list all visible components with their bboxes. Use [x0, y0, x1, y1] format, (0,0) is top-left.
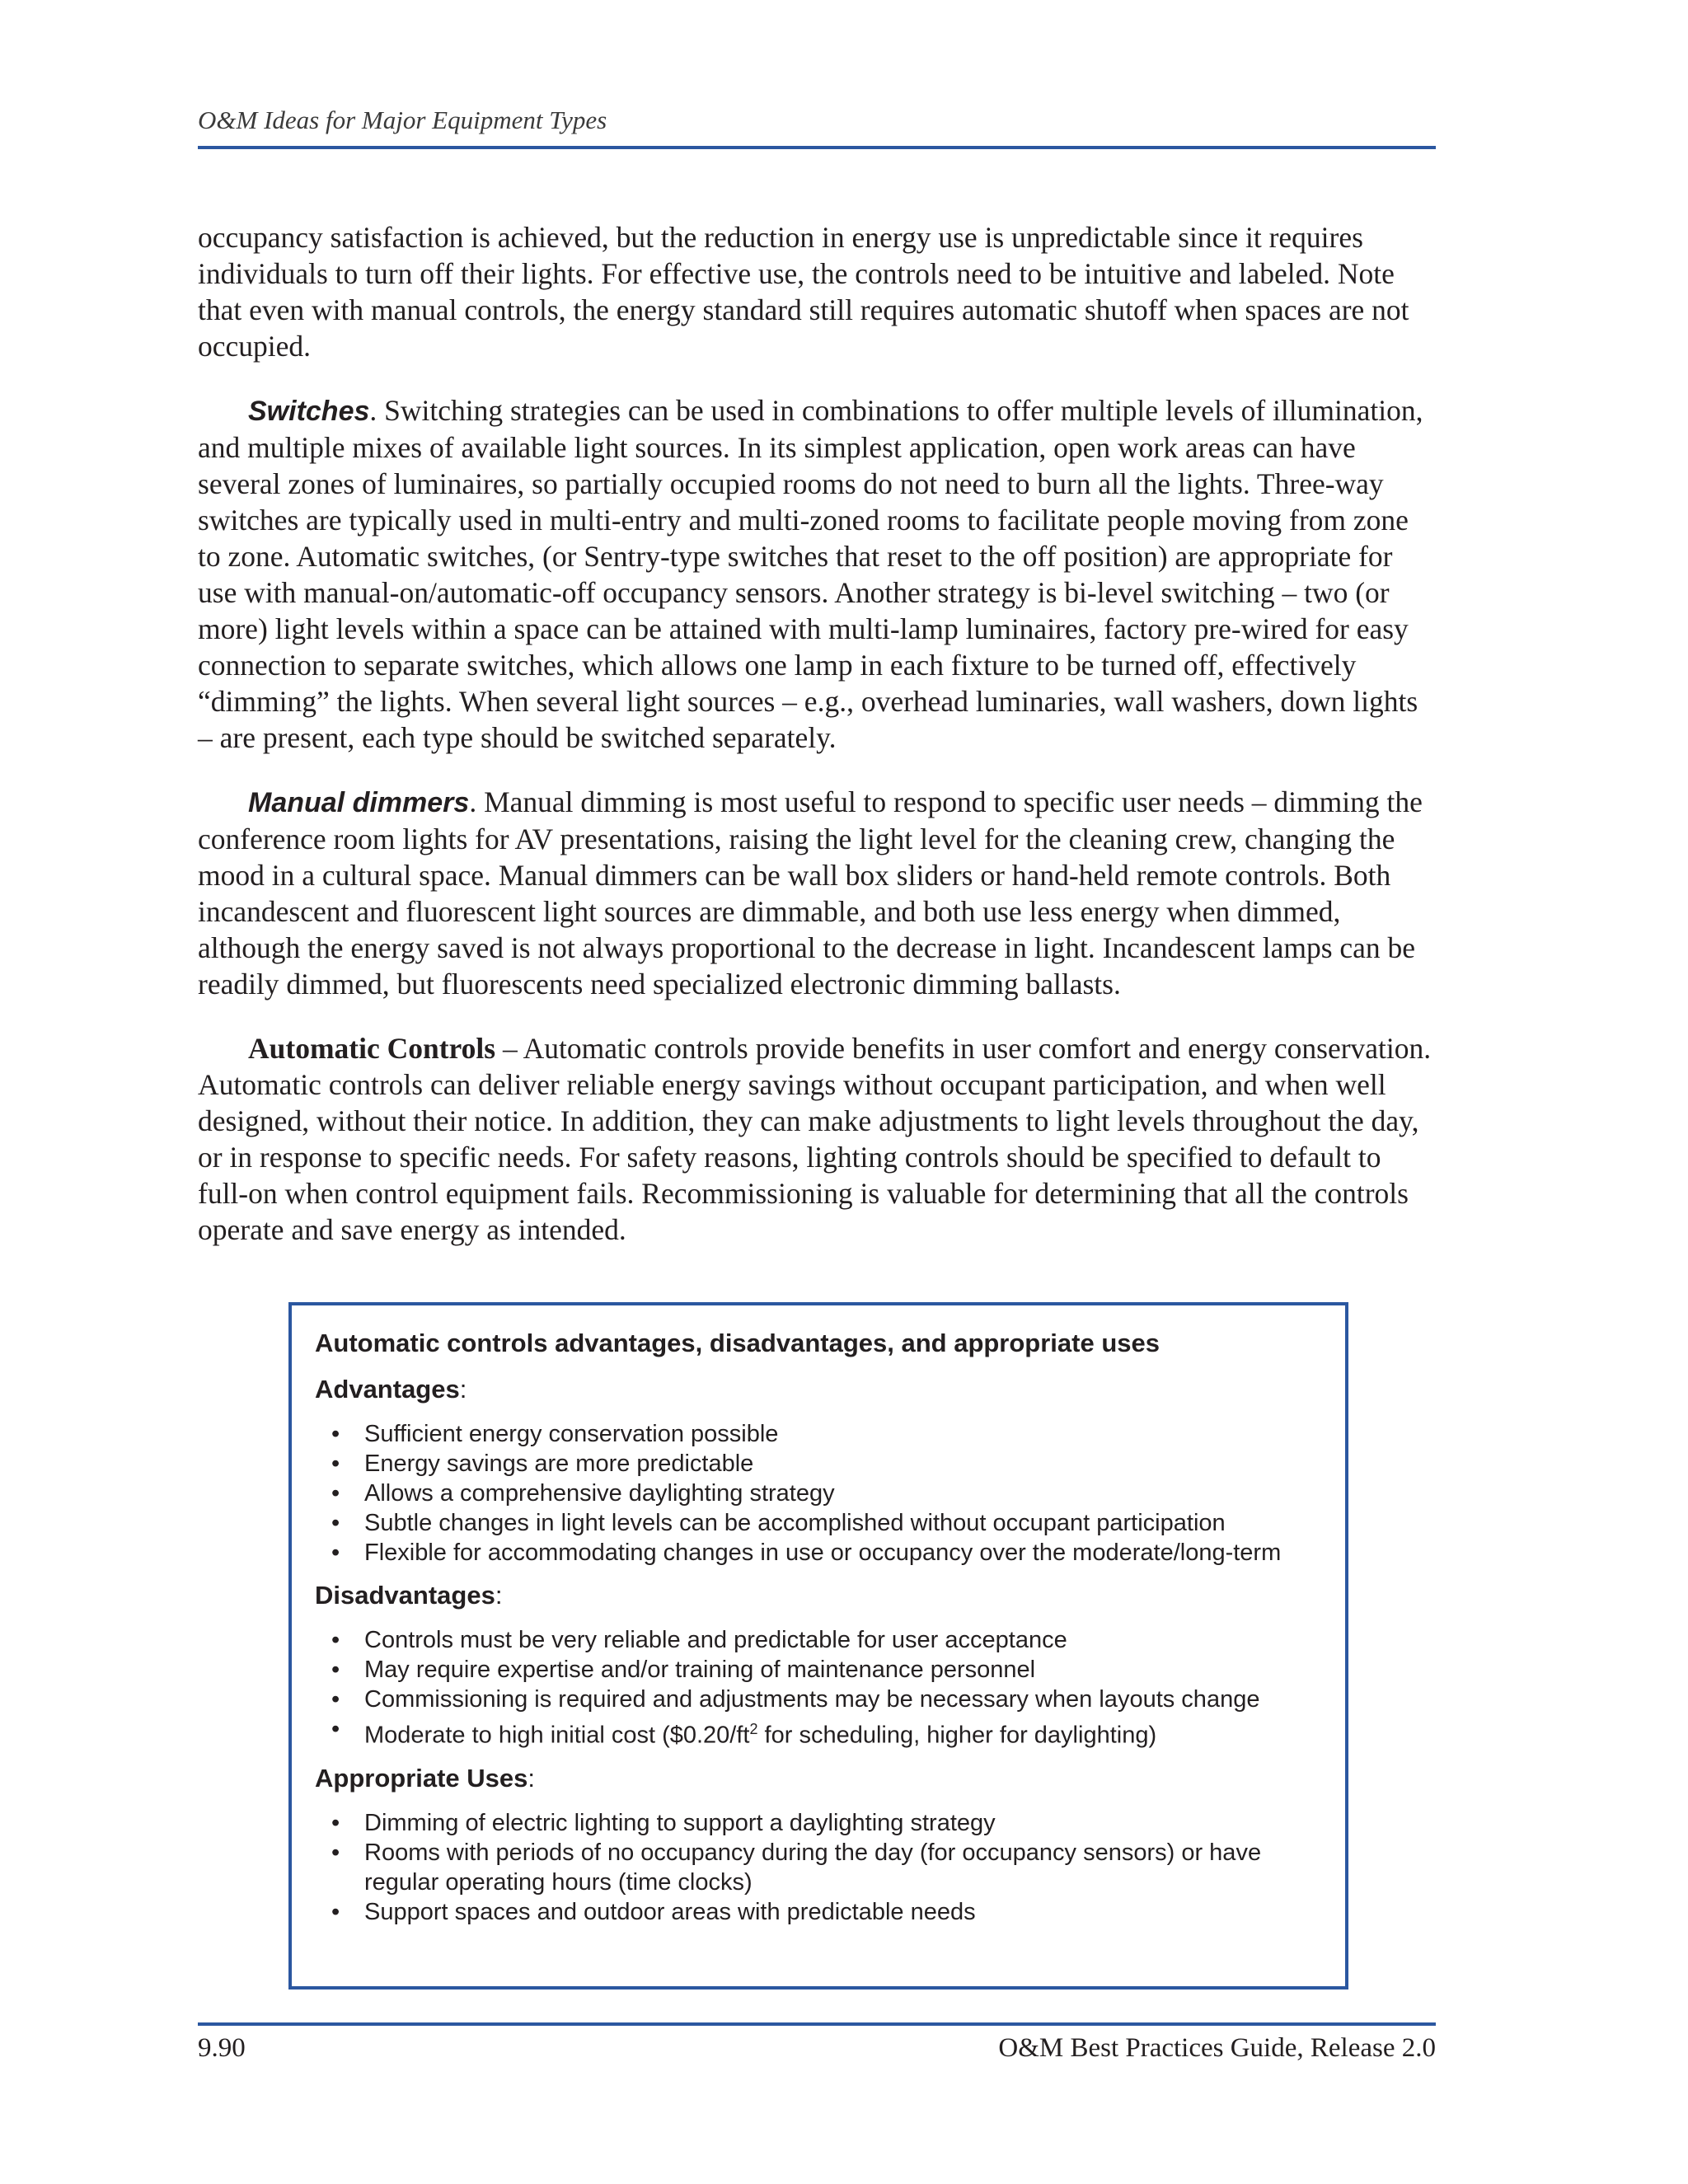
- disadvantages-heading: Disadvantages:: [315, 1581, 503, 1610]
- list-item: • Dimming of electric lighting to support a daylighting strategy: [331, 1809, 996, 1836]
- list-item: • Allows a comprehensive daylighting strategy: [331, 1480, 835, 1507]
- list-item: • Sufficient energy conservation possible: [331, 1421, 779, 1447]
- advantages-heading: Advantages:: [315, 1375, 467, 1404]
- appropriate-uses-list: [315, 1808, 1320, 1927]
- paragraph-switches-text: . Switching strategies can be used in combinations to offer multiple levels of illumination, and multiple mixes of available light sources. In its simplest application, open work areas can have several zones of luminaires, so partially occupied rooms do not need to burn all the lights. Three-way switches are typically used in multi-entry and multi-zoned rooms to facilitate people moving from zone to zone. Automatic switches, (or Sentry-type switches that reset to the off position) are appropriate for use with manual-on/automatic-off occupancy sensors. Another strategy is bi-level switching – two (or more) light levels within a space can be attained with multi-lamp luminaires, factory pre-wired for easy connection to separate switches, which allows one lamp in each fixture to be turned off, effectively “dimming” the lights. When several light sources – e.g., overhead luminaries, wall washers, down lights – are present, each type should be switched separately.: [198, 394, 1423, 754]
- list-item: • May require expertise and/or training of maintenance personnel: [331, 1657, 1036, 1683]
- paragraph-switches: [198, 392, 1436, 756]
- guide-title: O&M Best Practices Guide, Release 2.0: [998, 2033, 1436, 2063]
- run-in-heading-switches: Switches: [248, 396, 370, 427]
- paragraph-automatic-controls: [198, 1030, 1436, 1248]
- disadvantages-list: [315, 1625, 1320, 1750]
- running-header: O&M Ideas for Major Equipment Types: [198, 105, 607, 134]
- page-number: 9.90: [198, 2033, 246, 2063]
- appropriate-uses-heading: Appropriate Uses:: [315, 1763, 536, 1793]
- run-in-heading-manual-dimmers: Manual dimmers: [248, 787, 470, 818]
- list-item: • Rooms with periods of no occupancy during the day (for occupancy sensors) or have regular operating hours (time clocks): [331, 1839, 1262, 1896]
- list-item: • Commissioning is required and adjustments may be necessary when layouts change: [331, 1686, 1260, 1713]
- paragraph-occupancy: occupancy satisfaction is achieved, but the reduction in energy use is unpredictable since it requires individuals to turn off their lights. For effective use, the controls need to be intuitive and labeled. Note that even with manual controls, the energy standard still requires automatic shutoff when spaces are not occupied.: [198, 221, 1409, 363]
- list-item: • Flexible for accommodating changes in use or occupancy over the moderate/long-term: [331, 1540, 1282, 1566]
- list-item: • Moderate to high initial cost ($\$0.20/ft^2$ for scheduling, higher for daylighting): [331, 1716, 1157, 1749]
- run-in-heading-automatic-controls: Automatic Controls: [248, 1032, 496, 1065]
- advantages-list: [315, 1419, 1320, 1568]
- list-item: • Controls must be very reliable and predictable for user acceptance: [331, 1627, 1067, 1653]
- paragraph-manual-dimmers-text: . Manual dimming is most useful to respond to specific user needs – dimming the conference room lights for AV presentations, raising the light level for the cleaning crew, changing the mood in a cultural space. Manual dimmers can be wall box sliders or hand-held remote controls. Both incandescent and fluorescent light sources are dimmable, and both use less energy when dimmed, although the energy saved is not always proportional to the decrease in light. Incandescent lamps can be readily dimmed, but fluorescents need specialized electronic dimming ballasts.: [198, 785, 1423, 1001]
- footer-rule: [198, 2022, 1436, 2026]
- list-item: • Support spaces and outdoor areas with predictable needs: [331, 1898, 976, 1925]
- paragraph-automatic-controls-text: – Automatic controls provide benefits in user comfort and energy conservation. Automatic controls can deliver reliable energy savings without occupant participation, and when well designed, without their notice. In addition, they can make adjustments to light levels throughout the day, or in response to specific needs. For safety reasons, lighting controls should be specified to default to full-on when control equipment fails. Recommissioning is valuable for determining that all the controls operate and save energy as intended.: [198, 1032, 1432, 1246]
- list-item: • Subtle changes in light levels can be accomplished without occupant participation: [331, 1510, 1226, 1536]
- header-rule: [198, 146, 1436, 149]
- paragraph-manual-dimmers: [198, 784, 1436, 1002]
- sidebar-box: [288, 1302, 1348, 1990]
- sidebar-title: Automatic controls advantages, disadvantages, and appropriate uses: [315, 1329, 1160, 1357]
- body-text: [198, 219, 1436, 1276]
- list-item: • Energy savings are more predictable: [331, 1451, 754, 1477]
